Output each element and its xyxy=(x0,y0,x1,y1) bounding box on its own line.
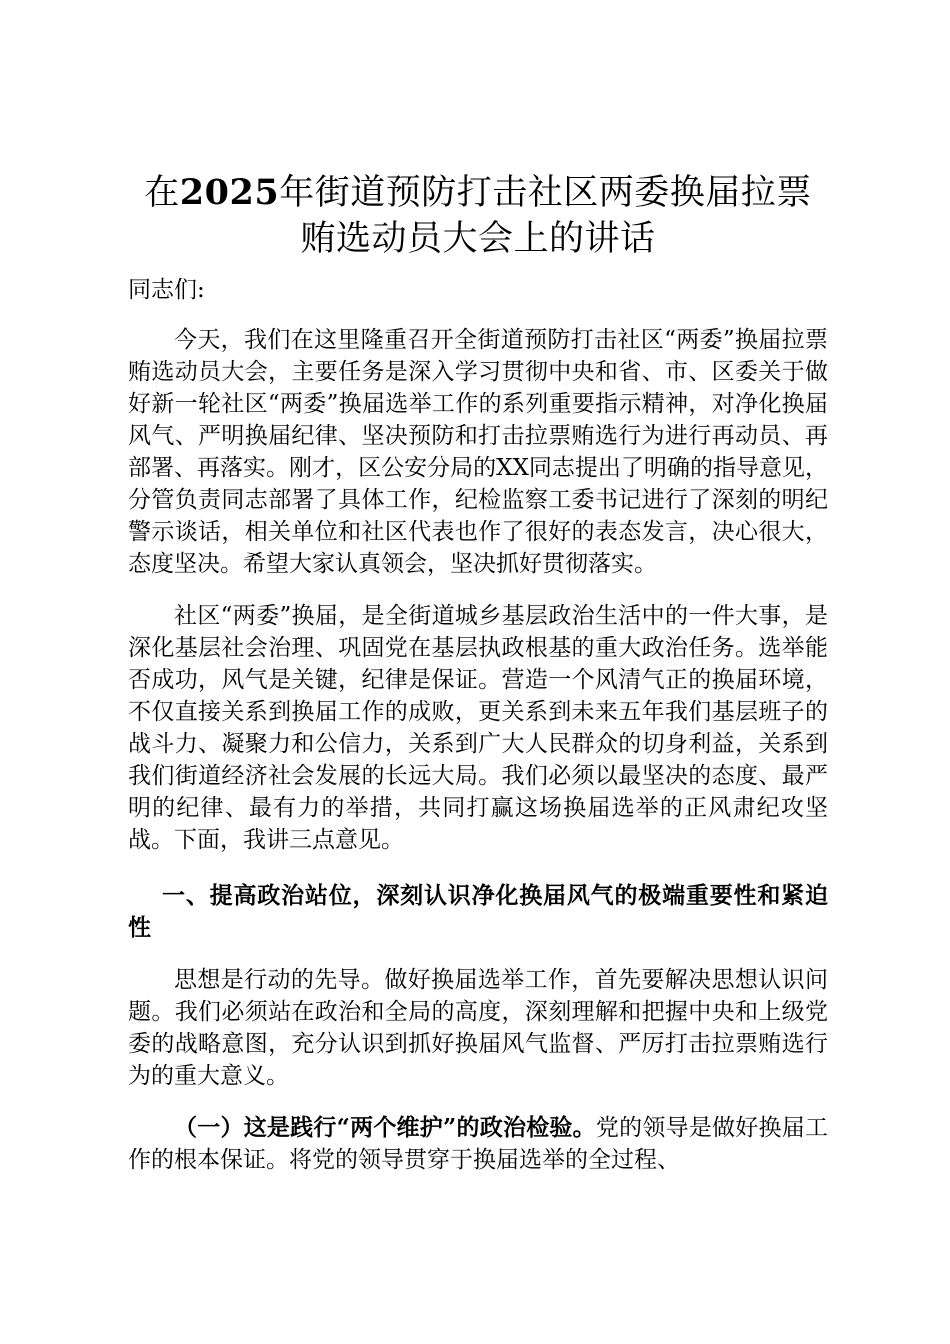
title-prefix: 在 xyxy=(144,173,180,213)
title-suffix: 年街道预防打击社区两委换届拉票贿选动员大会上的讲话 xyxy=(279,173,812,259)
document-page xyxy=(128,170,828,1176)
subsection-one-lead: （一）这是践行“两个维护”的政治检验。 xyxy=(174,1114,596,1141)
paragraph-opening: 今天，我们在这里隆重召开全街道预防打击社区“两委”换届拉票贿选动员大会，主要任务是深入学习贯彻中央和省、市、区委关于做好新一轮社区“两委”换届选举工作的系列重要指示精神，对净化换届风气、严明换届纪律、坚决预防和打击拉票贿选行为进行再动员、再部署、再落实。刚才，区公安分局的XX同志提出了明确的指导意见，分管负责同志部署了具体工作，纪检监察工委书记进行了深刻的明纪警示谈话，相关单位和社区代表也作了很好的表态发言，决心很大，态度坚决。希望大家认真领会，坚决抓好贯彻落实。 xyxy=(128,327,828,577)
subsection-one xyxy=(128,1112,828,1176)
document-title xyxy=(128,170,828,262)
paragraph-significance: 社区“两委”换届，是全街道城乡基层政治生活中的一件大事，是深化基层社会治理、巩固党在基层执政根基的重大政治任务。选举能否成功，风气是关键，纪律是保证。营造一个风清气正的换届环境，不仅直接关系到换届工作的成败，更关系到未来五年我们基层班子的战斗力、凝聚力和公信力，关系到广大人民群众的切身利益，关系到我们街道经济社会发展的长远大局。我们必须以最坚决的态度、最严明的纪律、最有力的举措，共同打赢这场换届选举的正风肃纪攻坚战。下面，我讲三点意见。 xyxy=(128,603,828,853)
title-year: 2025 xyxy=(179,172,280,213)
salutation: 同志们: xyxy=(128,277,205,303)
section-heading-one: 一、提高政治站位，深刻认识净化换届风气的极端重要性和紧迫性 xyxy=(128,882,828,941)
subsection-one-text: 党的领导是做好换届工作的根本保证。将党的领导贯穿于换届选举的全过程、 xyxy=(128,1115,829,1173)
paragraph-thinking: 思想是行动的先导。做好换届选举工作，首先要解决思想认识问题。我们必须站在政治和全局的高度，深刻理解和把握中央和上级党委的战略意图，充分认识到抓好换届风气监督、严厉打击拉票贿选行为的重大意义。 xyxy=(128,967,828,1089)
